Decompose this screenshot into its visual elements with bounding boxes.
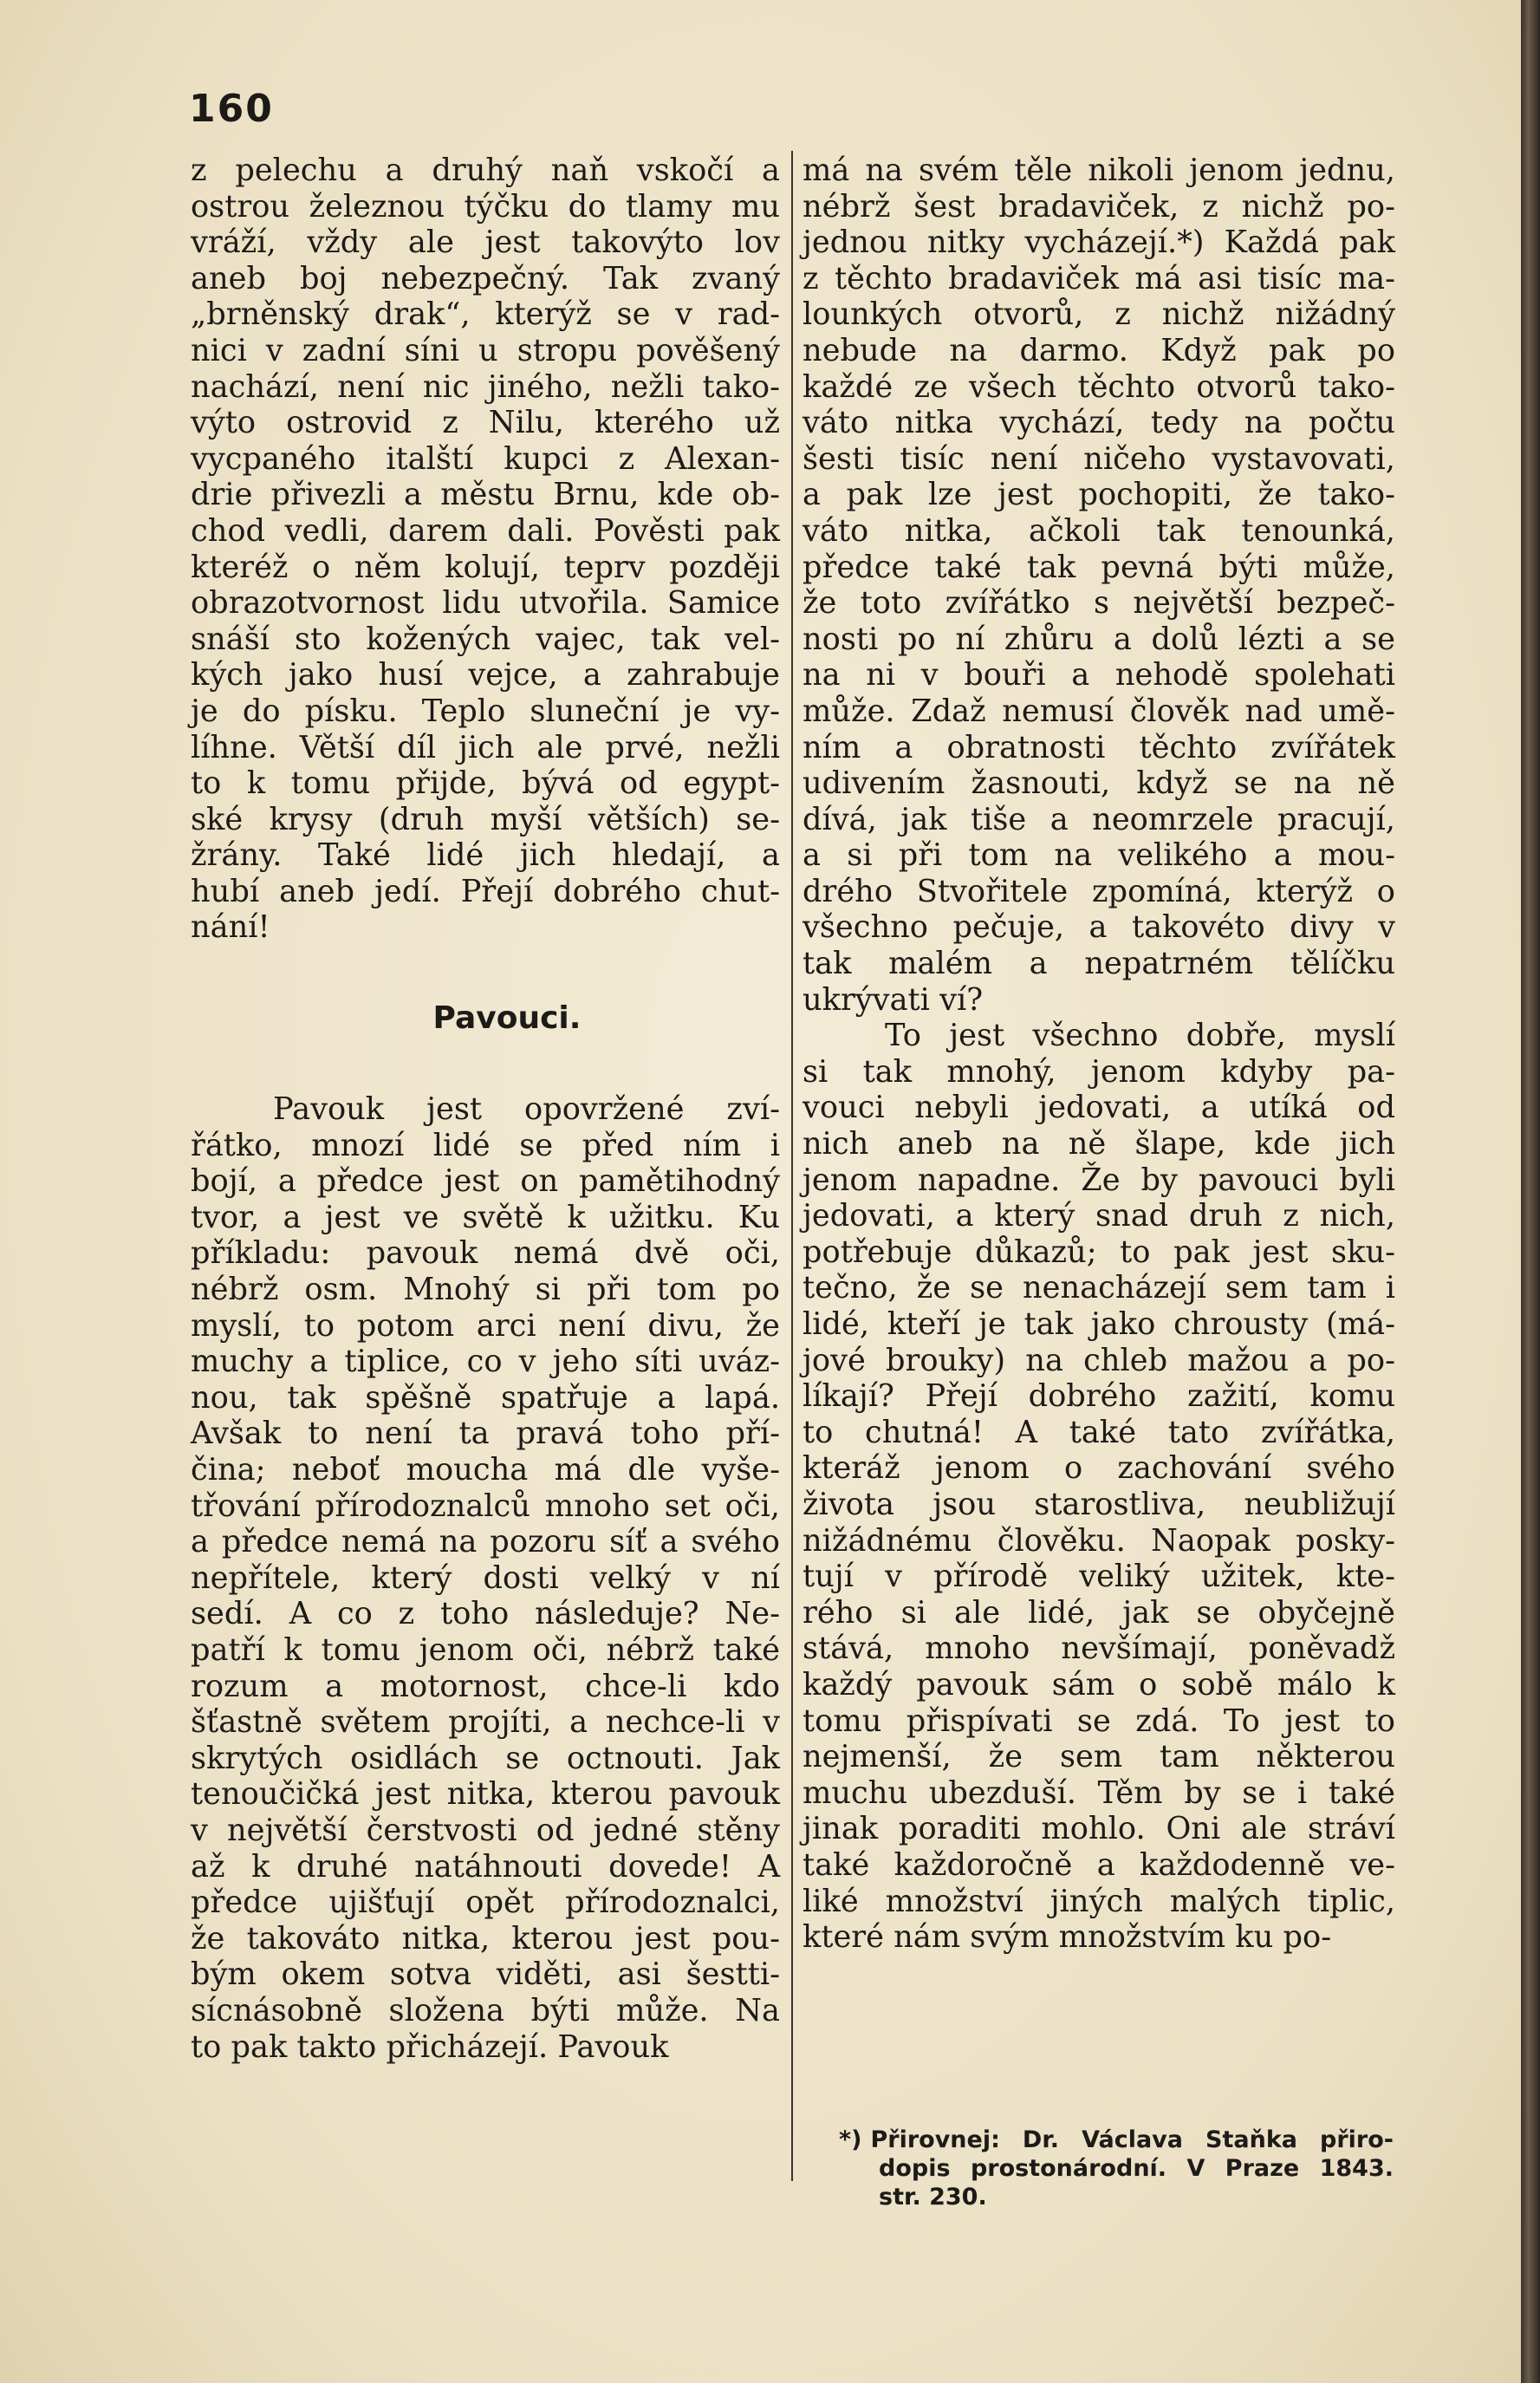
- text-line: života jsou starostliva, neubližují: [802, 1486, 1395, 1522]
- text-line: udivením žasnouti, když se na ně: [802, 765, 1395, 802]
- text-line: nou, tak spěšně spatřuje a lapá.: [191, 1379, 780, 1416]
- text-line: a si při tom na velikého a mou-: [802, 837, 1395, 874]
- text-line: rozum a motornost, chce-li kdo: [191, 1668, 780, 1704]
- text-line: jedovati, a který snad druh z nich,: [802, 1198, 1395, 1234]
- text-line: každý pavouk sám o sobě málo k: [802, 1666, 1395, 1703]
- text-line: v největší čerstvosti od jedné stěny: [191, 1812, 780, 1848]
- text-line: drého Stvořitele zpomíná, kterýž o: [802, 873, 1395, 909]
- text-line: také každoročně a každodenně ve-: [802, 1846, 1395, 1883]
- text-line: jednou nitky vycházejí.*) Každá pak: [802, 225, 1395, 261]
- text-line: nebude na darmo. Když pak po: [802, 332, 1395, 368]
- right-paragraph-2: [802, 1018, 1395, 1955]
- text-line: sedí. A co z toho následuje? Ne-: [191, 1596, 780, 1632]
- text-line: žrány. Také lidé jich hledají, a: [191, 837, 780, 874]
- section-heading: Pavouci.: [432, 1000, 582, 1037]
- text-line: nosti po ní zhůru a dolů lézti a se: [802, 621, 1395, 657]
- text-line: tvor, a jest ve světě k užitku. Ku: [191, 1199, 780, 1235]
- text-line: vouci nebyli jedovati, a utíká od: [802, 1090, 1395, 1126]
- text-line: nébrž šest bradaviček, z nichž po-: [802, 188, 1395, 225]
- text-line: nachází, není nic jiného, nežli tako-: [191, 368, 780, 405]
- text-line: až k druhé natáhnouti dovede! A: [191, 1848, 780, 1885]
- text-line: obrazotvornost lidu utvořila. Samice: [191, 585, 780, 622]
- text-line: předce také tak pevná býti může,: [802, 549, 1395, 585]
- text-line: nižádnému člověku. Naopak posky-: [802, 1522, 1395, 1559]
- text-line: liké množství jiných malých tiplic,: [802, 1883, 1395, 1919]
- text-line: bým okem sotva viděti, asi šestti-: [191, 1957, 780, 1993]
- text-line: všechno pečuje, a takovéto divy v: [802, 909, 1395, 946]
- text-line: muchu ubezduší. Těm by se i také: [802, 1774, 1395, 1811]
- text-line: nich aneb na ně šlape, kde jich: [802, 1126, 1395, 1162]
- text-line: rého si ale lidé, jak se obyčejně: [802, 1594, 1395, 1631]
- text-line: že takováto nitka, kterou jest pou-: [191, 1920, 780, 1957]
- text-line: je do písku. Teplo sluneční je vy-: [191, 693, 780, 729]
- right-paragraph-1: [802, 153, 1395, 1018]
- text-line: si tak mnohý, jenom kdyby pa-: [802, 1053, 1395, 1090]
- text-line: které nám svým množstvím ku po-: [802, 1919, 1332, 1956]
- text-line: kteráž jenom o zachování svého: [802, 1450, 1395, 1487]
- text-line: Avšak to není ta pravá toho pří-: [191, 1416, 780, 1452]
- text-line: kteréž o něm kolují, teprv později: [191, 549, 780, 585]
- footnote-line: [839, 2126, 1394, 2154]
- page-edge: [1521, 0, 1540, 2383]
- text-line: lounkých otvorů, z nichž nižádný: [802, 296, 1395, 333]
- text-line: tenoučičká jest nitka, kterou pavouk: [191, 1776, 780, 1813]
- text-line: šesti tisíc není ničeho vystavovati,: [802, 440, 1395, 477]
- text-line: výto ostrovid z Nilu, kterého už: [191, 405, 780, 441]
- text-line: líhne. Větší díl jich ale prvé, nežli: [191, 729, 780, 765]
- text-line: stává, mnoho nevšímají, poněvadž: [802, 1631, 1395, 1667]
- text-line: To jest všechno dobře, myslí: [885, 1018, 1395, 1054]
- text-line: nejmenší, že sem tam některou: [802, 1739, 1395, 1775]
- page-number: 160: [189, 87, 274, 131]
- spacer: [191, 1039, 780, 1091]
- text-line: muchy a tiplice, co v jeho síti uváz-: [191, 1344, 780, 1380]
- text-line: myslí, to potom arci není divu, že: [191, 1307, 780, 1344]
- left-paragraph-2: [191, 1091, 780, 2065]
- text-line: předce ujišťují opět přírodoznalci,: [191, 1885, 780, 1921]
- text-line: hubí aneb jedí. Přejí dobrého chut-: [191, 873, 780, 909]
- text-line: skrytých osidlách se octnouti. Jak: [191, 1740, 780, 1776]
- text-line: „brněnský drak“, kterýž se v rad-: [191, 296, 780, 333]
- text-line: váto nitka, ačkoli tak tenounká,: [802, 512, 1395, 549]
- text-line: snáší sto kožených vajec, tak vel-: [191, 621, 780, 657]
- text-line: to k tomu přijde, bývá od egypt-: [191, 765, 780, 802]
- text-line: potřebuje důkazů; to pak jest sku-: [802, 1234, 1395, 1270]
- text-line: vycpaného italští kupci z Alexan-: [191, 440, 780, 477]
- text-line: patří k tomu jenom oči, nébrž také: [191, 1631, 780, 1668]
- column-divider: [791, 151, 793, 2181]
- text-line: aneb boj nebezpečný. Tak zvaný: [191, 260, 780, 296]
- text-line: a pak lze jest pochopiti, že tako-: [802, 477, 1395, 513]
- text-line: třování přírodoznalců mnoho set oči,: [191, 1488, 780, 1524]
- footnote-lines: [839, 2126, 1394, 2211]
- text-line: ostrou železnou týčku do tlamy mu: [191, 188, 780, 225]
- text-line: ukrývati ví?: [802, 981, 984, 1018]
- footnote: [839, 2126, 1394, 2211]
- text-line: příkladu: pavouk nemá dvě oči,: [191, 1235, 780, 1272]
- text-line: dívá, jak tiše a neomrzele pracují,: [802, 801, 1395, 837]
- text-line: kých jako husí vejce, a zahrabuje: [191, 657, 780, 693]
- text-line: sícnásobně složena býti může. Na: [191, 1992, 780, 2028]
- text-line: bojí, a předce jest on pamětihodný: [191, 1163, 780, 1200]
- footnote-line: str. 230.: [879, 2184, 987, 2210]
- right-column: [802, 153, 1395, 1956]
- text-line: nici v zadní síni u stropu pověšený: [191, 332, 780, 368]
- text-line: řátko, mnozí lidé se před ním i: [191, 1127, 780, 1163]
- text-line: vráží, vždy ale jest takovýto lov: [191, 225, 780, 261]
- text-line: jenom napadne. Že by pavouci byli: [802, 1162, 1395, 1198]
- text-line: nébrž osm. Mnohý si při tom po: [191, 1272, 780, 1308]
- text-line: nepřítele, který dosti velký v ní: [191, 1559, 780, 1596]
- text-line: to chutná! A také tato zvířátka,: [802, 1414, 1395, 1450]
- footnote-line: dopis prostonárodní. V Praze 1843.: [879, 2155, 1394, 2182]
- text-line: má na svém těle nikoli jenom jednu,: [802, 153, 1395, 188]
- text-line: šťastně světem projíti, a nechce-li v: [191, 1704, 780, 1741]
- text-line: může. Zdaž nemusí člověk nad umě-: [802, 693, 1395, 729]
- text-line: to pak takto přicházejí. Pavouk: [191, 2028, 669, 2065]
- text-line: nání!: [191, 909, 270, 946]
- text-line: z pelechu a druhý naň vskočí a: [191, 153, 780, 188]
- spacer: [191, 946, 780, 998]
- text-line: líkají? Přejí dobrého zažití, komu: [802, 1378, 1395, 1415]
- text-line: na ni v bouři a nehodě spolehati: [802, 657, 1395, 693]
- text-line: tak malém a nepatrném tělíčku: [802, 946, 1395, 982]
- footnote-marker: *): [839, 2126, 862, 2153]
- text-line: drie přivezli a městu Brnu, kde ob-: [191, 477, 780, 513]
- text-line: jové brouky) na chleb mažou a po-: [802, 1342, 1395, 1378]
- text-line: tečno, že se nenacházejí sem tam i: [802, 1270, 1395, 1306]
- text-line: z těchto bradaviček má asi tisíc ma-: [802, 260, 1395, 296]
- text-line: Pavouk jest opovržené zví-: [273, 1091, 780, 1128]
- text-line: každé ze všech těchto otvorů tako-: [802, 368, 1395, 405]
- text-line: jinak poraditi mohlo. Oni ale stráví: [802, 1811, 1395, 1847]
- text-line: že toto zvířátko s největší bezpeč-: [802, 585, 1395, 622]
- text-line: tomu přispívati se zdá. To jest to: [802, 1703, 1395, 1739]
- text-line: chod vedli, darem dali. Pověsti pak: [191, 512, 780, 549]
- text-line: a předce nemá na pozoru síť a svého: [191, 1524, 780, 1560]
- text-line: tují v přírodě veliký užitek, kte-: [802, 1559, 1395, 1595]
- left-column: [191, 153, 780, 2065]
- text-line: váto nitka vychází, tedy na počtu: [802, 405, 1395, 441]
- text-line: čina; neboť moucha má dle vyše-: [191, 1452, 780, 1488]
- text-line: ním a obratnosti těchto zvířátek: [802, 729, 1395, 765]
- text-line: lidé, kteří je tak jako chrousty (má-: [802, 1306, 1395, 1342]
- left-paragraph-1: [191, 153, 780, 946]
- footnote-text: Přirovnej: Dr. Václava Staňka přiro-: [870, 2126, 1394, 2153]
- text-line: ské krysy (druh myší větších) se-: [191, 801, 780, 837]
